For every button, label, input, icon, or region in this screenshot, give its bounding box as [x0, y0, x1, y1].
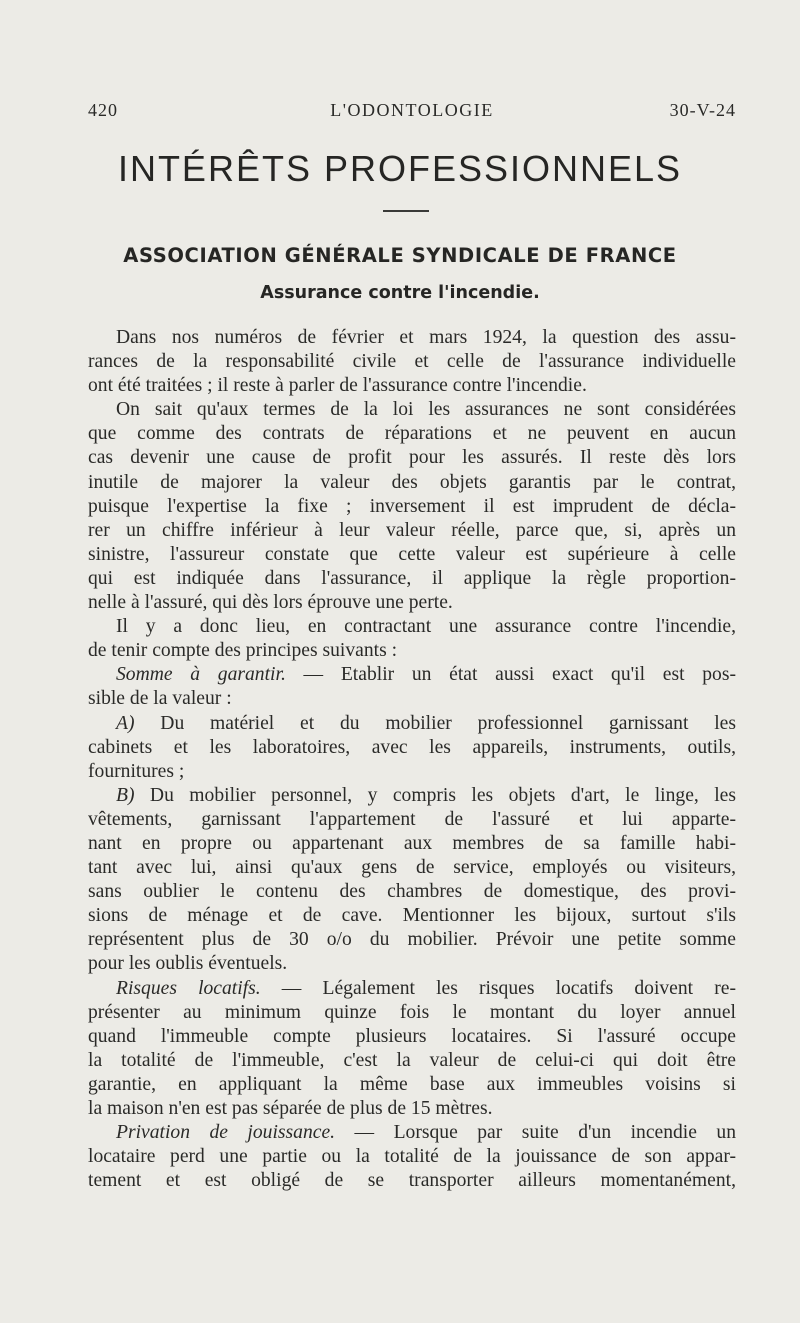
list-marker: A) [116, 712, 135, 734]
text-line: sions de ménage et de cave. Mentionner les bijoux, surtout s'ils [88, 905, 736, 927]
text-line: tant avec lui, ainsi qu'aux gens de service, employés ou visiteurs, [88, 857, 736, 879]
list-marker: B) [116, 784, 135, 806]
text-line: qui est indiquée dans l'assurance, il applique la règle proportion- [88, 567, 736, 589]
text-line: On sait qu'aux termes de la loi les assurances ne sont considérées [116, 399, 736, 421]
running-header [88, 100, 736, 126]
text-line: rances de la responsabilité civile et celle de l'assurance individuelle [88, 351, 736, 373]
paragraph-legal-principle [88, 398, 736, 615]
paragraph-sum-insured [88, 663, 736, 711]
section-lead: Somme à garantir. [116, 664, 286, 686]
text-line: sans oublier le contenu des chambres de domestique, des provi- [88, 881, 736, 903]
text-line: cas devenir une cause de profit pour les assurés. Il reste dès lors [88, 447, 736, 469]
section-lead: Risques locatifs. [116, 977, 261, 999]
page-number: 420 [88, 100, 118, 120]
paragraph-loss-of-use [88, 1121, 736, 1193]
paragraph-rental-risks [88, 977, 736, 1122]
text-line: Risques locatifs. — Légalement les risques locatifs doivent re- [116, 977, 736, 999]
text-line: Il y a donc lieu, en contractant une assurance contre l'incendie, [116, 616, 736, 638]
paragraph-intro [88, 326, 736, 398]
association-heading: ASSOCIATION GÉNÉRALE SYNDICALE DE FRANCE [123, 244, 677, 267]
text-line: sinistre, l'assureur constate que cette valeur est supérieure à celle [88, 543, 736, 565]
text-line: représentent plus de 30 o/o du mobilier. Prévoir une petite somme [88, 929, 736, 951]
text-line: fournitures ; [88, 760, 185, 782]
text-line: garantie, en appliquant la même base aux immeubles voisins si [88, 1073, 736, 1095]
text-line: B) Du mobilier personnel, y compris les objets d'art, le linge, les [116, 784, 736, 806]
section-lead: Privation de jouissance. [116, 1122, 336, 1144]
text-line: de tenir compte des principes suivants : [88, 640, 398, 662]
text-line: nelle à l'assuré, qui dès lors éprouve une perte. [88, 592, 453, 614]
text-line: la maison n'en est pas séparée de plus de 15 mètres. [88, 1098, 493, 1119]
text-line: présenter au minimum quinze fois le montant du loyer annuel [88, 1001, 736, 1023]
text-line: cabinets et les laboratoires, avec les appareils, instruments, outils, [88, 736, 736, 758]
text-line: vêtements, garnissant l'appartement de l'assuré et lui apparte- [88, 808, 736, 830]
paragraph-item-b [88, 784, 736, 977]
paragraph-item-a [88, 712, 736, 784]
journal-title: L'ODONTOLOGIE [330, 100, 494, 120]
text-line: Somme à garantir. — Etablir un état aussi exact qu'il est pos- [116, 664, 736, 686]
text-line: que comme des contrats de réparations et ne peuvent en aucun [88, 423, 736, 445]
text-line: inutile de majorer la valeur des objets garantis par le contrat, [88, 471, 736, 493]
text-line: la totalité de l'immeuble, c'est la valeur de celui-ci qui doit être [88, 1049, 736, 1071]
text-line: pour les oublis éventuels. [88, 953, 288, 975]
text-line: rer un chiffre inférieur à leur valeur réelle, parce que, si, après un [88, 519, 736, 541]
text-line: quand l'immeuble compte plusieurs locataires. Si l'assuré occupe [88, 1025, 736, 1047]
article-body [88, 326, 736, 1193]
text-line: sible de la valeur : [88, 688, 232, 710]
title-divider [383, 210, 429, 212]
paragraph-principles [88, 615, 736, 663]
text-line: locataire perd une partie ou la totalité de la jouissance de son appar- [88, 1146, 736, 1168]
text-line: Privation de jouissance. — Lorsque par suite d'un incendie un [116, 1122, 737, 1144]
text-line: tement et est obligé de se transporter ailleurs momentanément, [88, 1170, 736, 1192]
text-line: A) Du matériel et du mobilier professionnel garnissant les [116, 712, 736, 734]
issue-date: 30-V-24 [669, 100, 736, 120]
text-line: puisque l'expertise la fixe ; inversement il est imprudent de décla- [88, 495, 736, 517]
text-line: Dans nos numéros de février et mars 1924, la question des assu- [116, 327, 736, 348]
text-line: ont été traitées ; il reste à parler de l'assurance contre l'incendie. [88, 375, 587, 397]
text-line: nant en propre ou appartenant aux membres de sa famille habi- [88, 832, 736, 854]
article-subtitle: Assurance contre l'incendie. [260, 283, 540, 303]
article-title: INTÉRÊTS PROFESSIONNELS [117, 148, 683, 189]
